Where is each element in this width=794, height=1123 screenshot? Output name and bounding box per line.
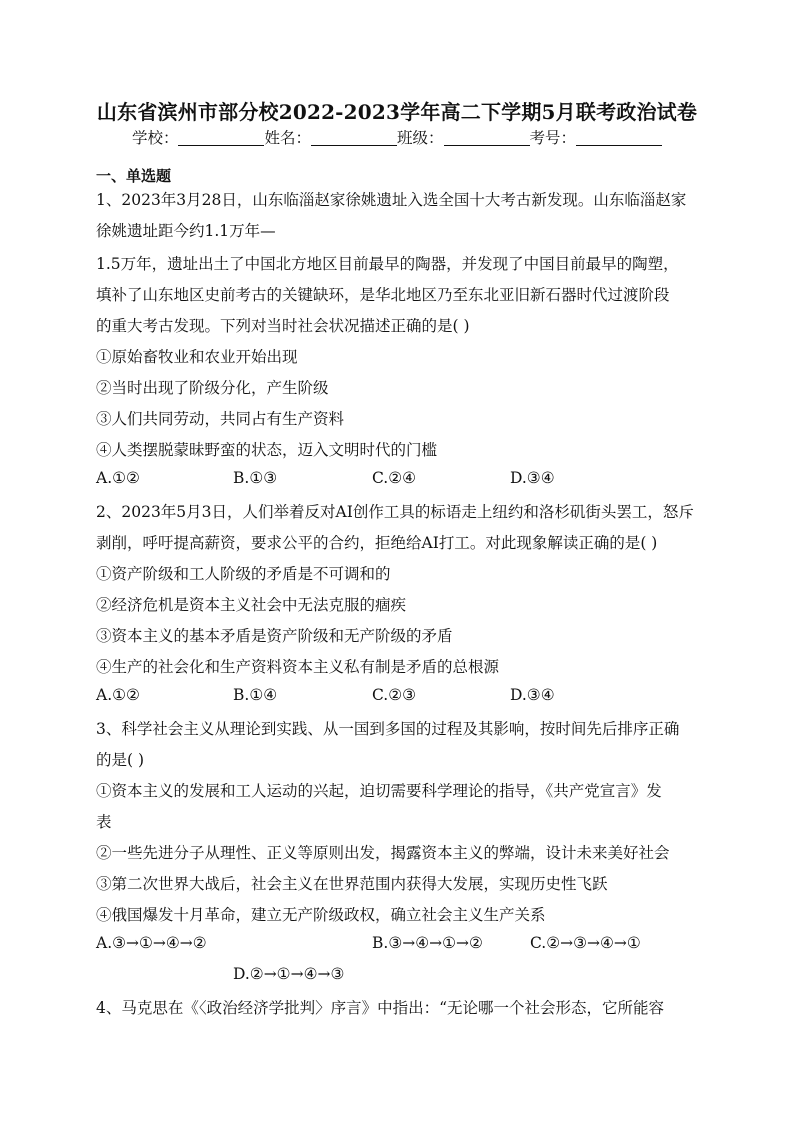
- question-1-option-a[interactable]: A.①②: [96, 469, 140, 487]
- page-title: 山东省滨州市部分校2022-2023学年高二下学期5月联考政治试卷: [96, 100, 698, 124]
- question-3-item: ②一些先进分子从理性、正义等原则出发，揭露资本主义的弊端，设计未来美好社会: [96, 844, 670, 862]
- question-1-item: ③人们共同劳动，共同占有生产资料: [96, 410, 345, 428]
- question-3-line: 的是( ): [96, 751, 145, 769]
- question-1-line: 的重大考古发现。下列对当时社会状况描述正确的是( ): [96, 317, 470, 335]
- exam-no-blank[interactable]: [576, 129, 662, 146]
- class-label: 班级：: [397, 129, 444, 147]
- question-3-option-b[interactable]: B.③→④→①→②: [372, 934, 483, 952]
- question-3-item: ③第二次世界大战后，社会主义在世界范围内获得大发展，实现历史性飞跃: [96, 875, 608, 893]
- question-3-item: 表: [96, 813, 112, 831]
- question-1-option-b[interactable]: B.①③: [233, 469, 278, 487]
- question-2-item: ④生产的社会化和生产资料资本主义私有制是矛盾的总根源: [96, 658, 500, 676]
- question-2-option-a[interactable]: A.①②: [96, 686, 140, 704]
- question-2-item: ③资本主义的基本矛盾是资产阶级和无产阶级的矛盾: [96, 627, 453, 645]
- question-1-line: 1.5万年，遗址出土了中国北方地区目前最早的陶器，并发现了中国目前最早的陶塑，: [96, 255, 679, 273]
- question-1-option-d[interactable]: D.③④: [510, 469, 555, 487]
- question-3-item: ④俄国爆发十月革命，建立无产阶级政权，确立社会主义生产关系: [96, 906, 546, 924]
- question-1-item: ①原始畜牧业和农业开始出现: [96, 348, 298, 366]
- question-1-option-c[interactable]: C.②④: [372, 469, 417, 487]
- question-2-item: ①资产阶级和工人阶级的矛盾是不可调和的: [96, 565, 391, 583]
- question-3-option-d[interactable]: D.②→①→④→③: [233, 965, 345, 983]
- exam-no-label: 考号：: [529, 129, 577, 147]
- question-2-line: 2、2023年5月3日，人们举着反对AI创作工具的标语走上纽约和洛杉矶街头罢工，怒斥: [96, 503, 694, 521]
- school-label: 学校：: [131, 129, 179, 147]
- question-2-item: ②经济危机是资本主义社会中无法克服的痼疾: [96, 596, 407, 614]
- student-info-row: [0, 126, 794, 148]
- question-1-line: 填补了山东地区史前考古的关键缺环，是华北地区乃至东北亚旧新石器时代过渡阶段: [96, 286, 670, 304]
- section-heading: 一、单选题: [96, 167, 172, 185]
- question-2-line: 剥削，呼吁提高薪资，要求公平的合约，拒绝给AI打工。对此现象解读正确的是( ): [96, 534, 658, 552]
- question-3-option-a[interactable]: A.③→①→④→②: [96, 934, 207, 952]
- question-3-option-c[interactable]: C.②→③→④→①: [530, 934, 641, 952]
- question-2-option-b[interactable]: B.①④: [233, 686, 278, 704]
- class-blank[interactable]: [444, 129, 530, 146]
- question-1-item: ④人类摆脱蒙昧野蛮的状态，迈入文明时代的门槛: [96, 441, 438, 459]
- question-3-item: ①资本主义的发展和工人运动的兴起，迫切需要科学理论的指导，《共产党宣言》发: [96, 782, 662, 800]
- question-4-line: 4、马克思在《〈政治经济学批判〉序言》中指出：“无论哪一个社会形态，它所能容: [96, 999, 665, 1017]
- school-blank[interactable]: [178, 129, 264, 146]
- question-1-line: 1、2023年3月28日，山东临淄赵家徐姚遗址入选全国十大考古新发现。山东临淄赵家: [96, 191, 687, 209]
- question-2-option-c[interactable]: C.②③: [372, 686, 417, 704]
- question-3-line: 3、科学社会主义从理论到实践、从一国到多国的过程及其影响，按时间先后排序正确: [96, 720, 680, 738]
- question-1-item: ②当时出现了阶级分化，产生阶级: [96, 379, 329, 397]
- question-1-line: 徐姚遗址距今约1.1万年—: [96, 222, 276, 240]
- name-blank[interactable]: [311, 129, 397, 146]
- question-2-option-d[interactable]: D.③④: [510, 686, 555, 704]
- name-label: 姓名：: [264, 129, 311, 147]
